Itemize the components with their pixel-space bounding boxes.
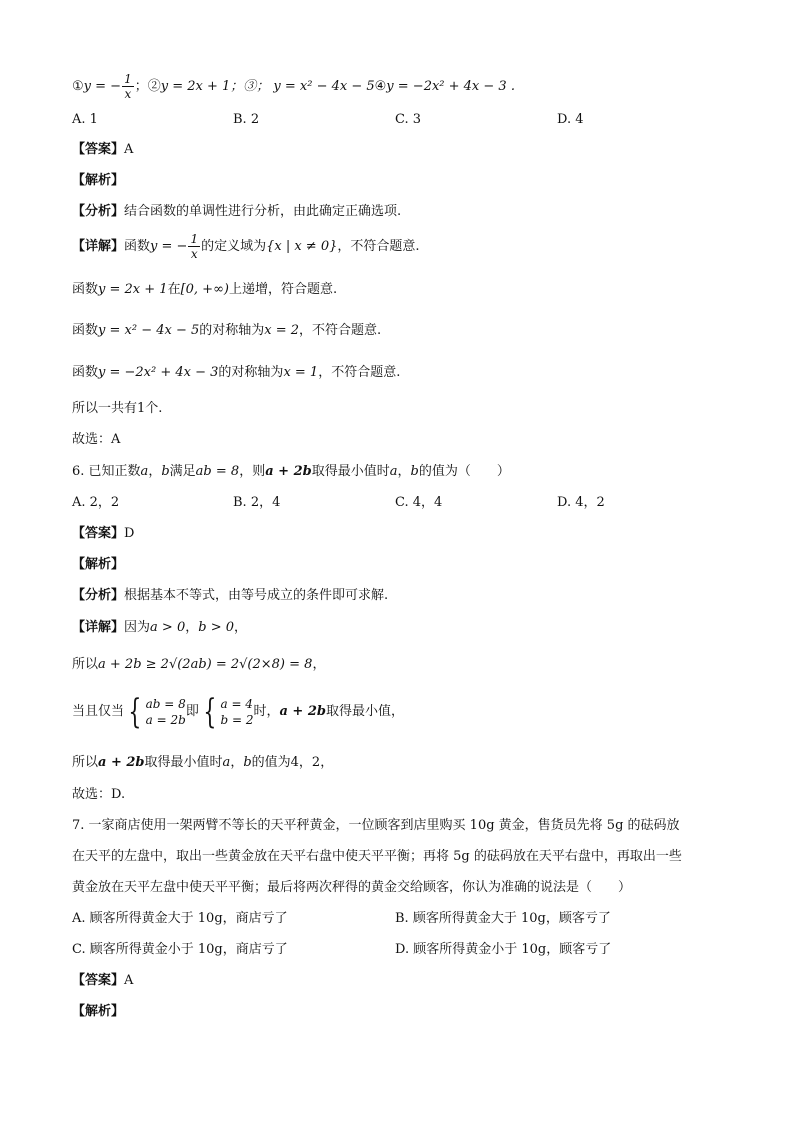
- q5-detail-1: 【详解】函数y = − $\frac{1}{x}$ 的定义域为{x | x ≠ 0}，不符合题意.: [72, 232, 420, 261]
- q5-analysis-tag: 【解析】: [72, 173, 125, 188]
- q6-option-a: A. 2，2: [72, 495, 120, 510]
- fraction: $\frac{1}{x}$: [190, 232, 199, 261]
- q7-option-a: A. 顾客所得黄金大于 10g，商店亏了: [72, 911, 288, 926]
- q5-option-d: D. 4: [557, 112, 584, 127]
- q5-detail-4: 函数y = −2x² + 4x − 3的对称轴为x = 1，不符合题意.: [72, 365, 401, 380]
- item-marker: ④: [374, 79, 387, 94]
- q5-option-a: A. 1: [72, 112, 98, 127]
- q6-answer: 【答案】D: [72, 526, 135, 541]
- q7-answer: 【答案】A: [72, 973, 134, 988]
- equation-system: { ab = 8 a = 2b: [128, 691, 186, 732]
- q6-option-b: B. 2，4: [233, 495, 281, 510]
- item-marker: ①: [72, 79, 84, 94]
- q5-option-c: C. 3: [395, 112, 422, 127]
- q6-option-c: C. 4，4: [395, 495, 443, 510]
- q7-option-d: D. 顾客所得黄金小于 10g，顾客亏了: [395, 942, 612, 957]
- q5-fenxi: 【分析】结合函数的单调性进行分析，由此确定正确选项.: [72, 204, 402, 219]
- q6-fenxi: 【分析】根据基本不等式，由等号成立的条件即可求解.: [72, 588, 389, 603]
- fraction: $\frac{1}{x}$: [124, 72, 132, 101]
- q5-option-b: B. 2: [233, 112, 260, 127]
- q6-option-d: D. 4，2: [557, 495, 605, 510]
- q6-analysis-tag: 【解析】: [72, 557, 125, 572]
- q5-items-line: [72, 72, 515, 101]
- item2-formula: y = 2x + 1；③；: [160, 79, 270, 94]
- q7-stem-line-2: 在天平的左盘中，取出一些黄金放在天平右盘中使天平平衡；再将 5g 的砝码放在天平右盘中，再取出一些: [72, 849, 682, 864]
- q6-stem: 6. 已知正数a，b满足ab = 8，则a + 2b取得最小值时a，b的值为（ ）: [72, 464, 510, 479]
- q6-choose: 故选：D.: [72, 787, 126, 802]
- q5-detail-2: 函数y = 2x + 1在[0, +∞)上递增，符合题意.: [72, 282, 338, 297]
- q7-analysis-tag: 【解析】: [72, 1004, 125, 1019]
- q7-option-b: B. 顾客所得黄金大于 10g，顾客亏了: [395, 911, 611, 926]
- q5-choose: 故选：A: [72, 432, 121, 447]
- equation-system: { a = 4 b = 2: [203, 691, 254, 732]
- item4-formula: y = −2x² + 4x − 3 .: [386, 79, 515, 94]
- item-separator: ；②: [134, 79, 161, 94]
- q7-option-c: C. 顾客所得黄金小于 10g，商店亏了: [72, 942, 288, 957]
- q7-stem-line-3: 黄金放在天平左盘中使天平平衡；最后将两次秤得的黄金交给顾客，你认为准确的说法是（ ）: [72, 880, 632, 895]
- q5-detail-3: 函数y = x² − 4x − 5的对称轴为x = 2，不符合题意.: [72, 323, 382, 338]
- item1-formula: y = −: [83, 79, 122, 94]
- q6-detail-3: 当且仅当 { ab = 8 a = 2b 即 { a = 4 b = 2 时，a + 2b取得最小值，: [72, 691, 405, 732]
- q6-detail-1: 【详解】因为a > 0，b > 0，: [72, 620, 247, 635]
- q7-stem-line-1: 7. 一家商店使用一架两臂不等长的天平秤黄金，一位顾客到店里购买 10g 黄金，售货员先将 5g 的砝码放: [72, 818, 680, 833]
- q6-detail-2: 所以a + 2b ≥ 2√(2ab) = 2√(2×8) = 8，: [72, 657, 326, 672]
- item3-formula: y = x² − 4x − 5: [273, 79, 375, 94]
- q5-answer: 【答案】A: [72, 142, 134, 157]
- q6-detail-4: 所以a + 2b取得最小值时a，b的值为4，2，: [72, 755, 334, 770]
- q5-conclusion: 所以一共有1个.: [72, 401, 163, 416]
